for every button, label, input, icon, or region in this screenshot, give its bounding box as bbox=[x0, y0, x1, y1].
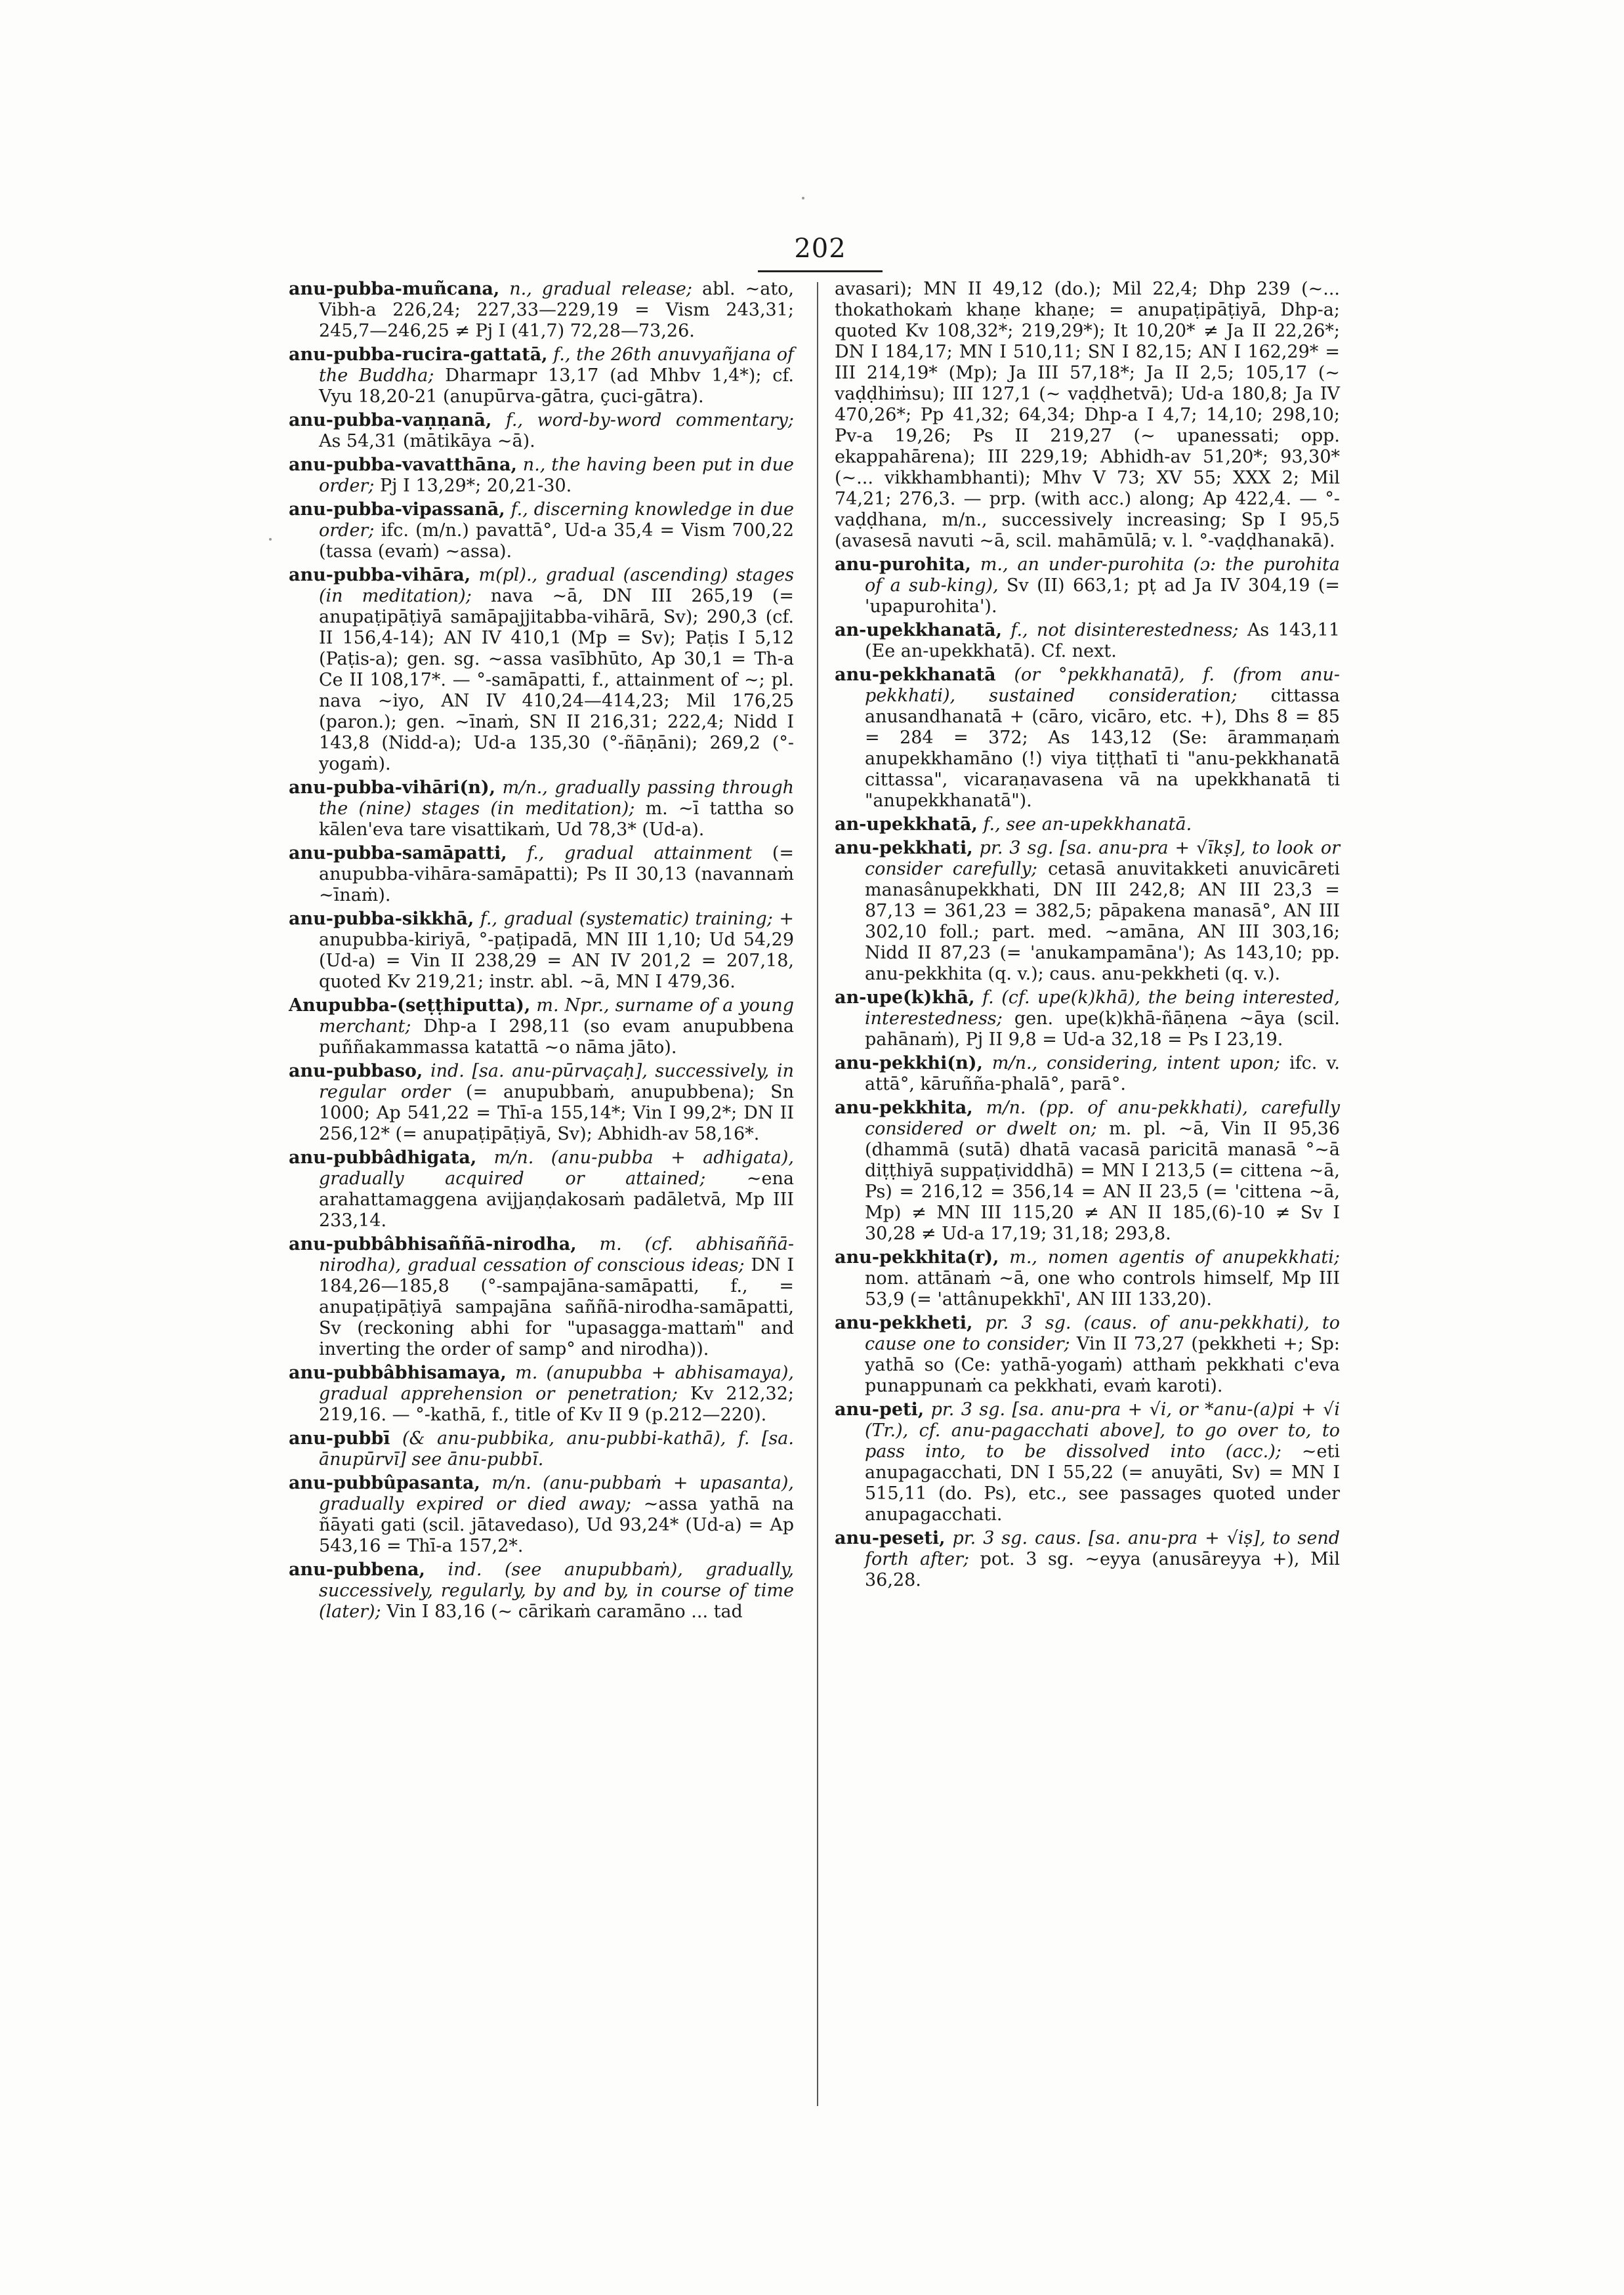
entry-headword: anu-pubbûpasanta, bbox=[289, 1473, 480, 1493]
entry-definition: m., an under-purohita (ɔ: the purohita of a sub-king), bbox=[865, 554, 1340, 596]
entry-references: gen. upe(k)khā-ñāṇena ~āya (scil. pahānaṁ), Pj II 9,8 = Ud-a 32,18 = Ps I 23,19. bbox=[865, 1008, 1340, 1050]
dictionary-entry bbox=[835, 620, 1340, 662]
entry-definition: pr. 3 sg. [sa. anu-pra + √i, or *anu-(a)pi + √i (Tr.), cf. anu-pagacchati above], to go over to, to pass into, to be dissolved into (acc.); bbox=[865, 1399, 1340, 1462]
dictionary-entry bbox=[289, 777, 794, 840]
entry-headword: anu-pekkhi(n), bbox=[835, 1053, 983, 1073]
entry-references: ~eti anupagacchati, DN I 55,22 (= anuyāti, Sv) = MN I 515,11 (do. Ps), etc., see passages quoted under anupagacchati. bbox=[865, 1441, 1340, 1525]
entry-references: cetasā anuvitakketi anuvicāreti manasânupekkhati, DN III 242,8; AN III 23,3 = 87,13 = 361,23 = 382,5; pāpakena manasā°, AN III 302,10 foll.; part. med. ~amāna, AN III 303,16; Nidd II 87,23 (= 'anukampamāna'); As 143,10; pp. anu-pekkhita (q. v.); caus. anu-pekkheti (q. v.). bbox=[865, 859, 1340, 984]
entry-definition: (or °pekkhanatā), f. (from anu-pekkhati), sustained consideration; bbox=[865, 665, 1340, 706]
entry-definition: n., the having been put in due order; bbox=[319, 455, 794, 496]
entry-headword: anu-pubba-vihāra, bbox=[289, 565, 471, 585]
dictionary-entry bbox=[289, 1234, 794, 1360]
dictionary-entry bbox=[289, 843, 794, 906]
dictionary-entry bbox=[289, 1428, 794, 1470]
entry-references: abl. ~ato, Vibh-a 226,24; 227,33—229,19 = Vism 243,31; 245,7—246,25 ≠ Pj I (41,7) 72,28—73,26. bbox=[319, 279, 795, 341]
entry-definition: m. Npr., surname of a young merchant; bbox=[319, 995, 794, 1037]
entry-definition: (& anu-pubbika, anu-pubbi-kathā), f. [sa. ānupūrvī] see ānu-pubbī. bbox=[319, 1428, 794, 1470]
entry-references: (= anupubba-vihāra-samāpatti); Ps II 30,13 (navannaṁ ~īnaṁ). bbox=[319, 843, 794, 905]
entry-references: DN I 184,26—185,8 (°-sampajāna-samāpatti, f., = anupaṭipāṭiyā sampajāna saññā-nirodha-samāpatti, Sv (reckoning abhi for "upasagga-mattaṁ" and inverting the order of samp° and nirodha)). bbox=[319, 1255, 794, 1359]
entry-headword: anu-peti, bbox=[835, 1399, 925, 1420]
entry-definition: f., gradual attainment bbox=[507, 843, 753, 863]
entry-headword: anu-peseti, bbox=[835, 1528, 946, 1548]
entry-references: Vin I 83,16 (~ cārikaṁ caramāno ... tad bbox=[381, 1602, 743, 1622]
dictionary-entry bbox=[835, 1053, 1340, 1095]
entry-definition: m/n., gradually passing through the (nine) stages (in meditation); bbox=[319, 777, 794, 819]
scan-speck bbox=[802, 197, 804, 199]
entry-definition: f., see an-upekkhanatā. bbox=[977, 814, 1192, 835]
entry-references: Vin II 73,27 (pekkheti +; Sp: yathā so (Ce: yathā-yogaṁ) atthaṁ pekkhati c'eva punappunaṁ ca pekkhati, evaṁ karoti). bbox=[865, 1334, 1340, 1396]
entry-headword: anu-pubba-rucira-gattatā, bbox=[289, 344, 548, 365]
scan-speck bbox=[269, 538, 272, 541]
entry-references: As 54,31 (mātikāya ~ā). bbox=[319, 431, 535, 451]
entry-definition: pr. 3 sg. [sa. anu-pra + √īkṣ], to look or consider carefully; bbox=[865, 838, 1340, 879]
dictionary-entry bbox=[289, 344, 794, 407]
entry-definition: m/n. (pp. of anu-pekkhati), carefully considered or dwelt on; bbox=[865, 1098, 1340, 1139]
dictionary-entry bbox=[289, 1148, 794, 1231]
entry-definition: m. (cf. abhisaññā-nirodha), gradual cessation of conscious ideas; bbox=[319, 1234, 794, 1275]
dictionary-entry bbox=[835, 987, 1340, 1050]
dictionary-entry bbox=[835, 1098, 1340, 1245]
dictionary-entry bbox=[289, 995, 794, 1058]
entry-headword: anu-pekkhati, bbox=[835, 838, 973, 858]
entry-references: (= anupubbaṁ, anupubbena); Sn 1000; Ap 541,22 = Thī-a 155,14*; Vin I 99,2*; DN II 256,12* (= anupaṭipāṭiyā, Sv); Abhidh-av 58,16*. bbox=[319, 1082, 794, 1144]
dictionary-entry bbox=[289, 1363, 794, 1426]
entry-definition: f., discerning knowledge in due order; bbox=[319, 499, 794, 541]
entry-definition: ind. (see anupubbaṁ), gradually, successively, regularly, by and by, in course of time (later); bbox=[319, 1560, 794, 1622]
entry-headword: anu-pekkhita, bbox=[835, 1098, 973, 1118]
entry-definition: m(pl)., gradual (ascending) stages (in meditation); bbox=[319, 565, 794, 606]
entry-references: ifc. (m/n.) pavattā°, Ud-a 35,4 = Vism 700,22 (tassa (evaṁ) ~assa). bbox=[319, 520, 794, 562]
entry-headword: anu-pekkhita(r), bbox=[835, 1247, 999, 1268]
entry-headword: anu-pekkheti, bbox=[835, 1313, 973, 1333]
entry-headword: anu-purohita, bbox=[835, 554, 971, 575]
entry-headword: anu-pubba-sikkhā, bbox=[289, 909, 474, 929]
entry-headword: anu-pubbâbhisaññā-nirodha, bbox=[289, 1234, 577, 1254]
entry-definition: f. (cf. upe(k)khā), the being interested, interestedness; bbox=[865, 987, 1340, 1029]
dictionary-entry bbox=[289, 455, 794, 497]
dictionary-entry bbox=[289, 499, 794, 562]
entry-headword: Anupubba-(seṭṭhiputta), bbox=[289, 995, 531, 1016]
entry-headword: anu-pubba-vavatthāna, bbox=[289, 455, 517, 475]
entry-references: ~ena arahattamaggena avijjaṇḍakosaṁ padāletvā, Mp III 233,14. bbox=[319, 1168, 794, 1231]
entry-headword: anu-pubba-vihāri(n), bbox=[289, 777, 496, 798]
dictionary-entry bbox=[289, 1560, 794, 1623]
entry-headword: an-upekkhanatā, bbox=[835, 620, 1003, 640]
entry-headword: anu-pubbâdhigata, bbox=[289, 1148, 477, 1168]
dictionary-entry bbox=[835, 1399, 1340, 1525]
entry-headword: anu-pubbâbhisamaya, bbox=[289, 1363, 507, 1383]
dictionary-entry bbox=[289, 1061, 794, 1145]
entry-headword: an-upekkhatā, bbox=[835, 814, 978, 835]
entry-definition: m. (anupubba + abhisamaya), gradual apprehension or penetration; bbox=[319, 1363, 794, 1404]
entry-references: cittassa anusandhanatā + (cāro, vicāro, etc. +), Dhs 8 = 85 = 284 = 372; As 143,12 (Se: ārammaṇaṁ anupekkhamāno (!) viya tiṭṭhatī ti "anu-pekkhanatā cittassa", vicaraṇavasena vā na upekkhanatā ti "anupekkhanatā"). bbox=[865, 686, 1340, 811]
entry-references: ~assa yathā na ñāyati gati (scil. jātavedaso), Ud 93,24* (Ud-a) = Ap 543,16 = Thī-a 157,2*. bbox=[319, 1494, 794, 1556]
entry-definition: ind. [sa. anu-pūrvaçaḥ], successively, in regular order bbox=[319, 1061, 794, 1102]
entry-references: + anupubba-kiriyā, °-paṭipadā, MN III 1,10; Ud 54,29 (Ud-a) = Vin II 238,29 = AN IV 201,2 = 207,18, quoted Kv 219,21; instr. abl. ~ā, MN I 479,36. bbox=[319, 909, 794, 992]
entry-definition: f., word-by-word commentary; bbox=[491, 410, 794, 430]
entry-references: Pj I 13,29*; 20,21-30. bbox=[374, 476, 572, 496]
entry-references: avasari); MN II 49,12 (do.); Mil 22,4; Dhp 239 (~... thokathokaṁ khaṇe khaṇe; = anupaṭipāṭiyā, Dhp-a; quoted Kv 108,32*; 219,29*); It 10,20* ≠ Ja II 22,26*; DN I 184,17; MN I 510,11; SN I 82,15; AN I 162,29* = III 214,19* (Mp); Ja III 57,18*; Ja II 2,5; 105,17 (~ vaḍḍhiṁsu); III 127,1 (~ vaḍḍhetvā); Ud-a 180,8; Ja IV 470,26*; Pp 41,32; 64,34; Dhp-a I 4,7; 14,10; 298,10; Pv-a 19,26; Ps II 219,27 (~ upanessati; opp. ekappahārena); III 229,19; Abhidh-av 51,20*; 93,30* (~... vikkhambhanti); Mhv V 73; XV 55; XXX 2; Mil 74,21; 276,3. — prp. (with acc.) along; Ap 422,4. — °-vaḍḍhana, m/n., successively increasing; Sp I 95,5 (avasesā navuti ~ā, scil. mahāmūlā; v. l. °-vaḍḍhanakā). bbox=[835, 279, 1340, 551]
entry-definition: m., nomen agentis of anupekkhati; bbox=[999, 1247, 1340, 1268]
entry-definition: m/n., considering, intent upon; bbox=[982, 1053, 1281, 1073]
entry-headword: anu-pubba-samāpatti, bbox=[289, 843, 507, 863]
entry-headword: anu-pubbena, bbox=[289, 1560, 425, 1580]
dictionary-entry bbox=[835, 1247, 1340, 1310]
entry-headword: anu-pubba-muñcana, bbox=[289, 279, 500, 299]
dictionary-entry bbox=[835, 838, 1340, 985]
entry-definition: pr. 3 sg. caus. [sa. anu-pra + √iṣ], to send forth after; bbox=[865, 1528, 1340, 1569]
header-rule bbox=[758, 270, 883, 272]
left-column bbox=[289, 279, 794, 1625]
entry-references: ifc. v. attā°, kāruñña-phalā°, parā°. bbox=[865, 1053, 1340, 1094]
dictionary-entry bbox=[289, 1473, 794, 1557]
dictionary-entry bbox=[289, 909, 794, 993]
entry-references: Sv (II) 663,1; pṭ ad Ja IV 304,19 (= 'upapurohita'). bbox=[865, 575, 1340, 617]
entry-headword: anu-pubbī bbox=[289, 1428, 390, 1449]
entry-definition: m/n. (anu-pubba + adhigata), gradually acquired or attained; bbox=[319, 1148, 794, 1189]
entry-definition: n., gradual release; bbox=[499, 279, 692, 299]
dictionary-entry bbox=[835, 554, 1340, 617]
entry-references: Dharmapr 13,17 (ad Mhbv 1,4*); cf. Vyu 18,20-21 (anupūrva-gātra, çuci-gātra). bbox=[319, 365, 795, 407]
dictionary-entry bbox=[289, 410, 794, 452]
entry-references: nava ~ā, DN III 265,19 (= anupaṭipāṭiyā samāpajjitabba-vihārā, Sv); 290,3 (cf. II 156,4-14); AN IV 410,1 (Mp = Sv); Paṭis I 5,12 (Paṭis-a); gen. sg. ~assa vasībhūto, Ap 30,1 = Th-a Ce II 108,17*. — °-samāpatti, f., attainment of ~; pl. nava ~iyo, AN IV 410,24—414,23; Mil 176,25 (paron.); gen. ~īnaṁ, SN II 216,31; 222,4; Nidd I 143,8 (Nidd-a); Ud-a 135,30 (°-ñāṇāni); 269,2 (°-yogaṁ). bbox=[319, 586, 794, 774]
entry-references: Kv 212,32; 219,16. — °-kathā, f., title of Kv II 9 (p.212—220). bbox=[319, 1384, 794, 1425]
entry-references: As 143,11 (Ee an-upekkhatā). Cf. next. bbox=[865, 620, 1340, 661]
entry-references: Dhp-a I 298,11 (so evam anupubbena puññakammassa katattā ~o nāma jāto). bbox=[319, 1016, 794, 1058]
entry-references: m. pl. ~ā, Vin II 95,36 (dhammā (sutā) dhatā vacasā paricitā manasā °~ā diṭṭhiyā suppaṭividdhā) = MN I 213,5 (= cittena ~ā, Ps) = 216,12 = 356,14 = AN II 23,5 (= 'cittena ~ā, Mp) ≠ MN III 115,20 ≠ AN II 185,(6)-10 ≠ Sv I 30,28 ≠ Ud-a 17,19; 31,18; 293,8. bbox=[865, 1119, 1340, 1244]
entry-definition: m/n. (anu-pubbaṁ + upasanta), gradually expired or died away; bbox=[319, 1473, 794, 1514]
entry-definition: pr. 3 sg. (caus. of anu-pekkhati), to cause one to consider; bbox=[865, 1313, 1340, 1354]
dictionary-entry bbox=[835, 1313, 1340, 1397]
entry-headword: anu-pubba-vipassanā, bbox=[289, 499, 505, 520]
dictionary-entry bbox=[835, 279, 1340, 552]
right-column bbox=[835, 279, 1340, 1594]
dictionary-entry bbox=[835, 814, 1340, 835]
entry-definition: f., the 26th anuvyañjana of the Buddha; bbox=[319, 344, 794, 386]
entry-references: m. ~ī tattha so kālen'eva tare visattikaṁ, Ud 78,3* (Ud-a). bbox=[319, 798, 794, 840]
entry-headword: anu-pekkhanatā bbox=[835, 665, 996, 685]
entry-references: pot. 3 sg. ~eyya (anusāreyya +), Mil 36,28. bbox=[865, 1549, 1340, 1590]
entry-references: nom. attānaṁ ~ā, one who controls himself, Mp III 53,9 (= 'attânupekkhī', AN III 133,20). bbox=[865, 1268, 1340, 1310]
page-number: 202 bbox=[794, 234, 846, 264]
entry-definition: f., gradual (systematic) training; bbox=[474, 909, 773, 929]
entry-definition: f., not disinterestedness; bbox=[1002, 620, 1239, 640]
dictionary-entry bbox=[289, 279, 794, 342]
dictionary-entry bbox=[289, 565, 794, 775]
column-divider bbox=[817, 282, 818, 2106]
entry-headword: anu-pubbaso, bbox=[289, 1061, 423, 1081]
entry-headword: anu-pubba-vaṇṇanā, bbox=[289, 410, 492, 430]
dictionary-entry bbox=[835, 1528, 1340, 1591]
dictionary-entry bbox=[835, 665, 1340, 812]
entry-headword: an-upe(k)khā, bbox=[835, 987, 975, 1008]
